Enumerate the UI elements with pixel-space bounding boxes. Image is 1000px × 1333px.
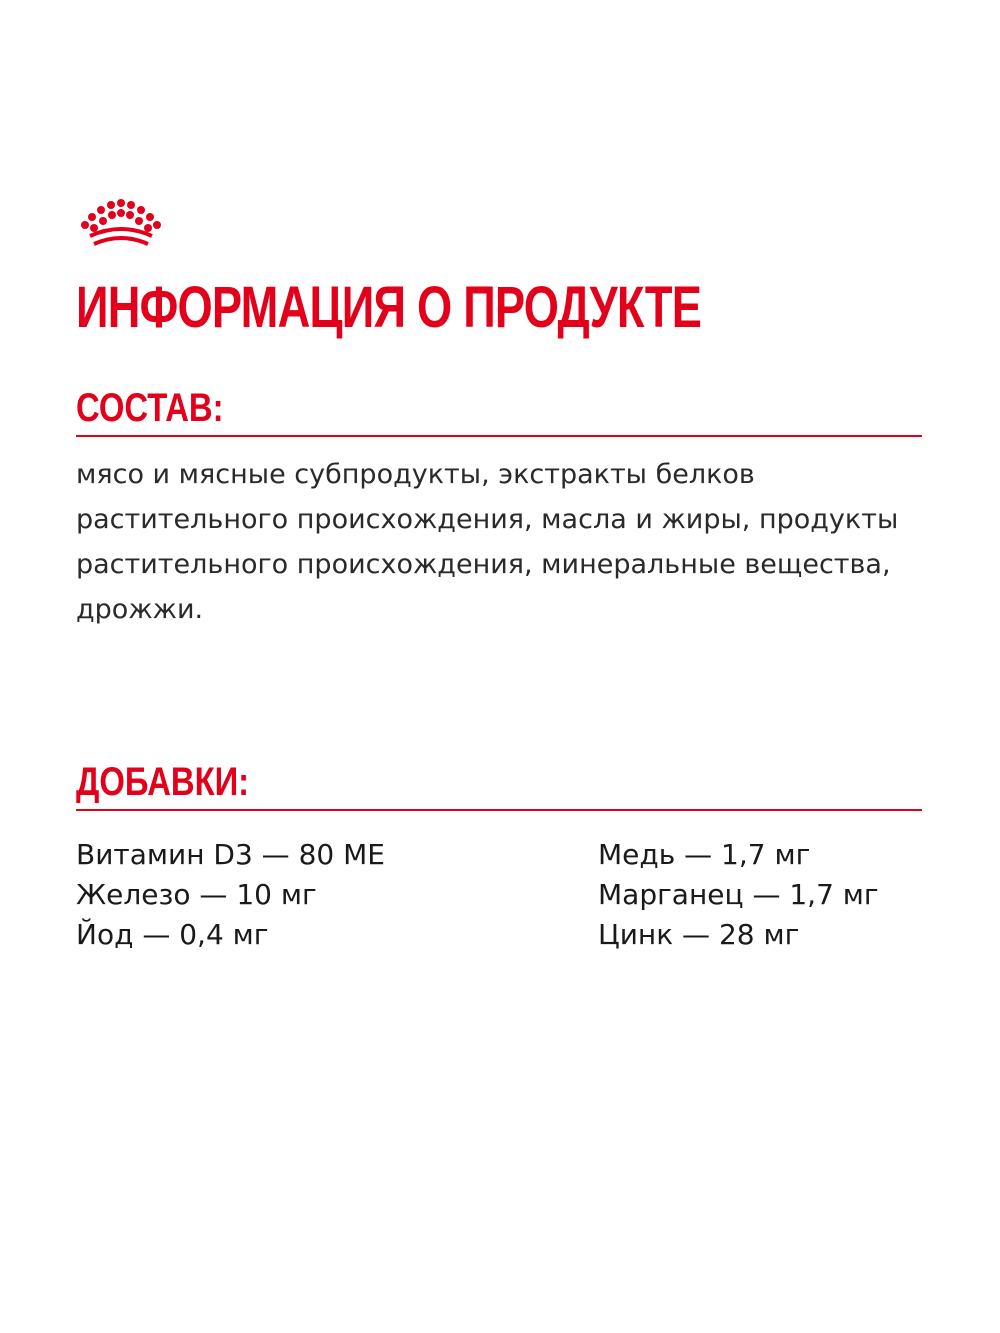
page-title: ИНФОРМАЦИЯ О ПРОДУКТЕ [76, 275, 702, 340]
list-item: Медь — 1,7 мг [598, 838, 811, 871]
list-item: Витамин D3 — 80 МЕ [76, 838, 385, 871]
additives-list-right [598, 835, 879, 955]
list-item: Йод — 0,4 мг [76, 918, 269, 951]
composition-divider [76, 435, 922, 437]
crown-icon [78, 198, 164, 250]
additives-divider [76, 809, 922, 811]
list-item: Марганец — 1,7 мг [598, 878, 879, 911]
list-item: Цинк — 28 мг [598, 918, 800, 951]
list-item: Железо — 10 мг [76, 878, 317, 911]
composition-text: мясо и мясные субпродукты, экстракты белков растительного происхождения, масла и жиры, продукты растительного происхождения, минеральные вещества, дрожжи. [76, 459, 899, 625]
additives-list-left [76, 835, 385, 955]
additives-heading: ДОБАВКИ: [76, 760, 250, 804]
composition-heading: СОСТАВ: [76, 386, 224, 430]
